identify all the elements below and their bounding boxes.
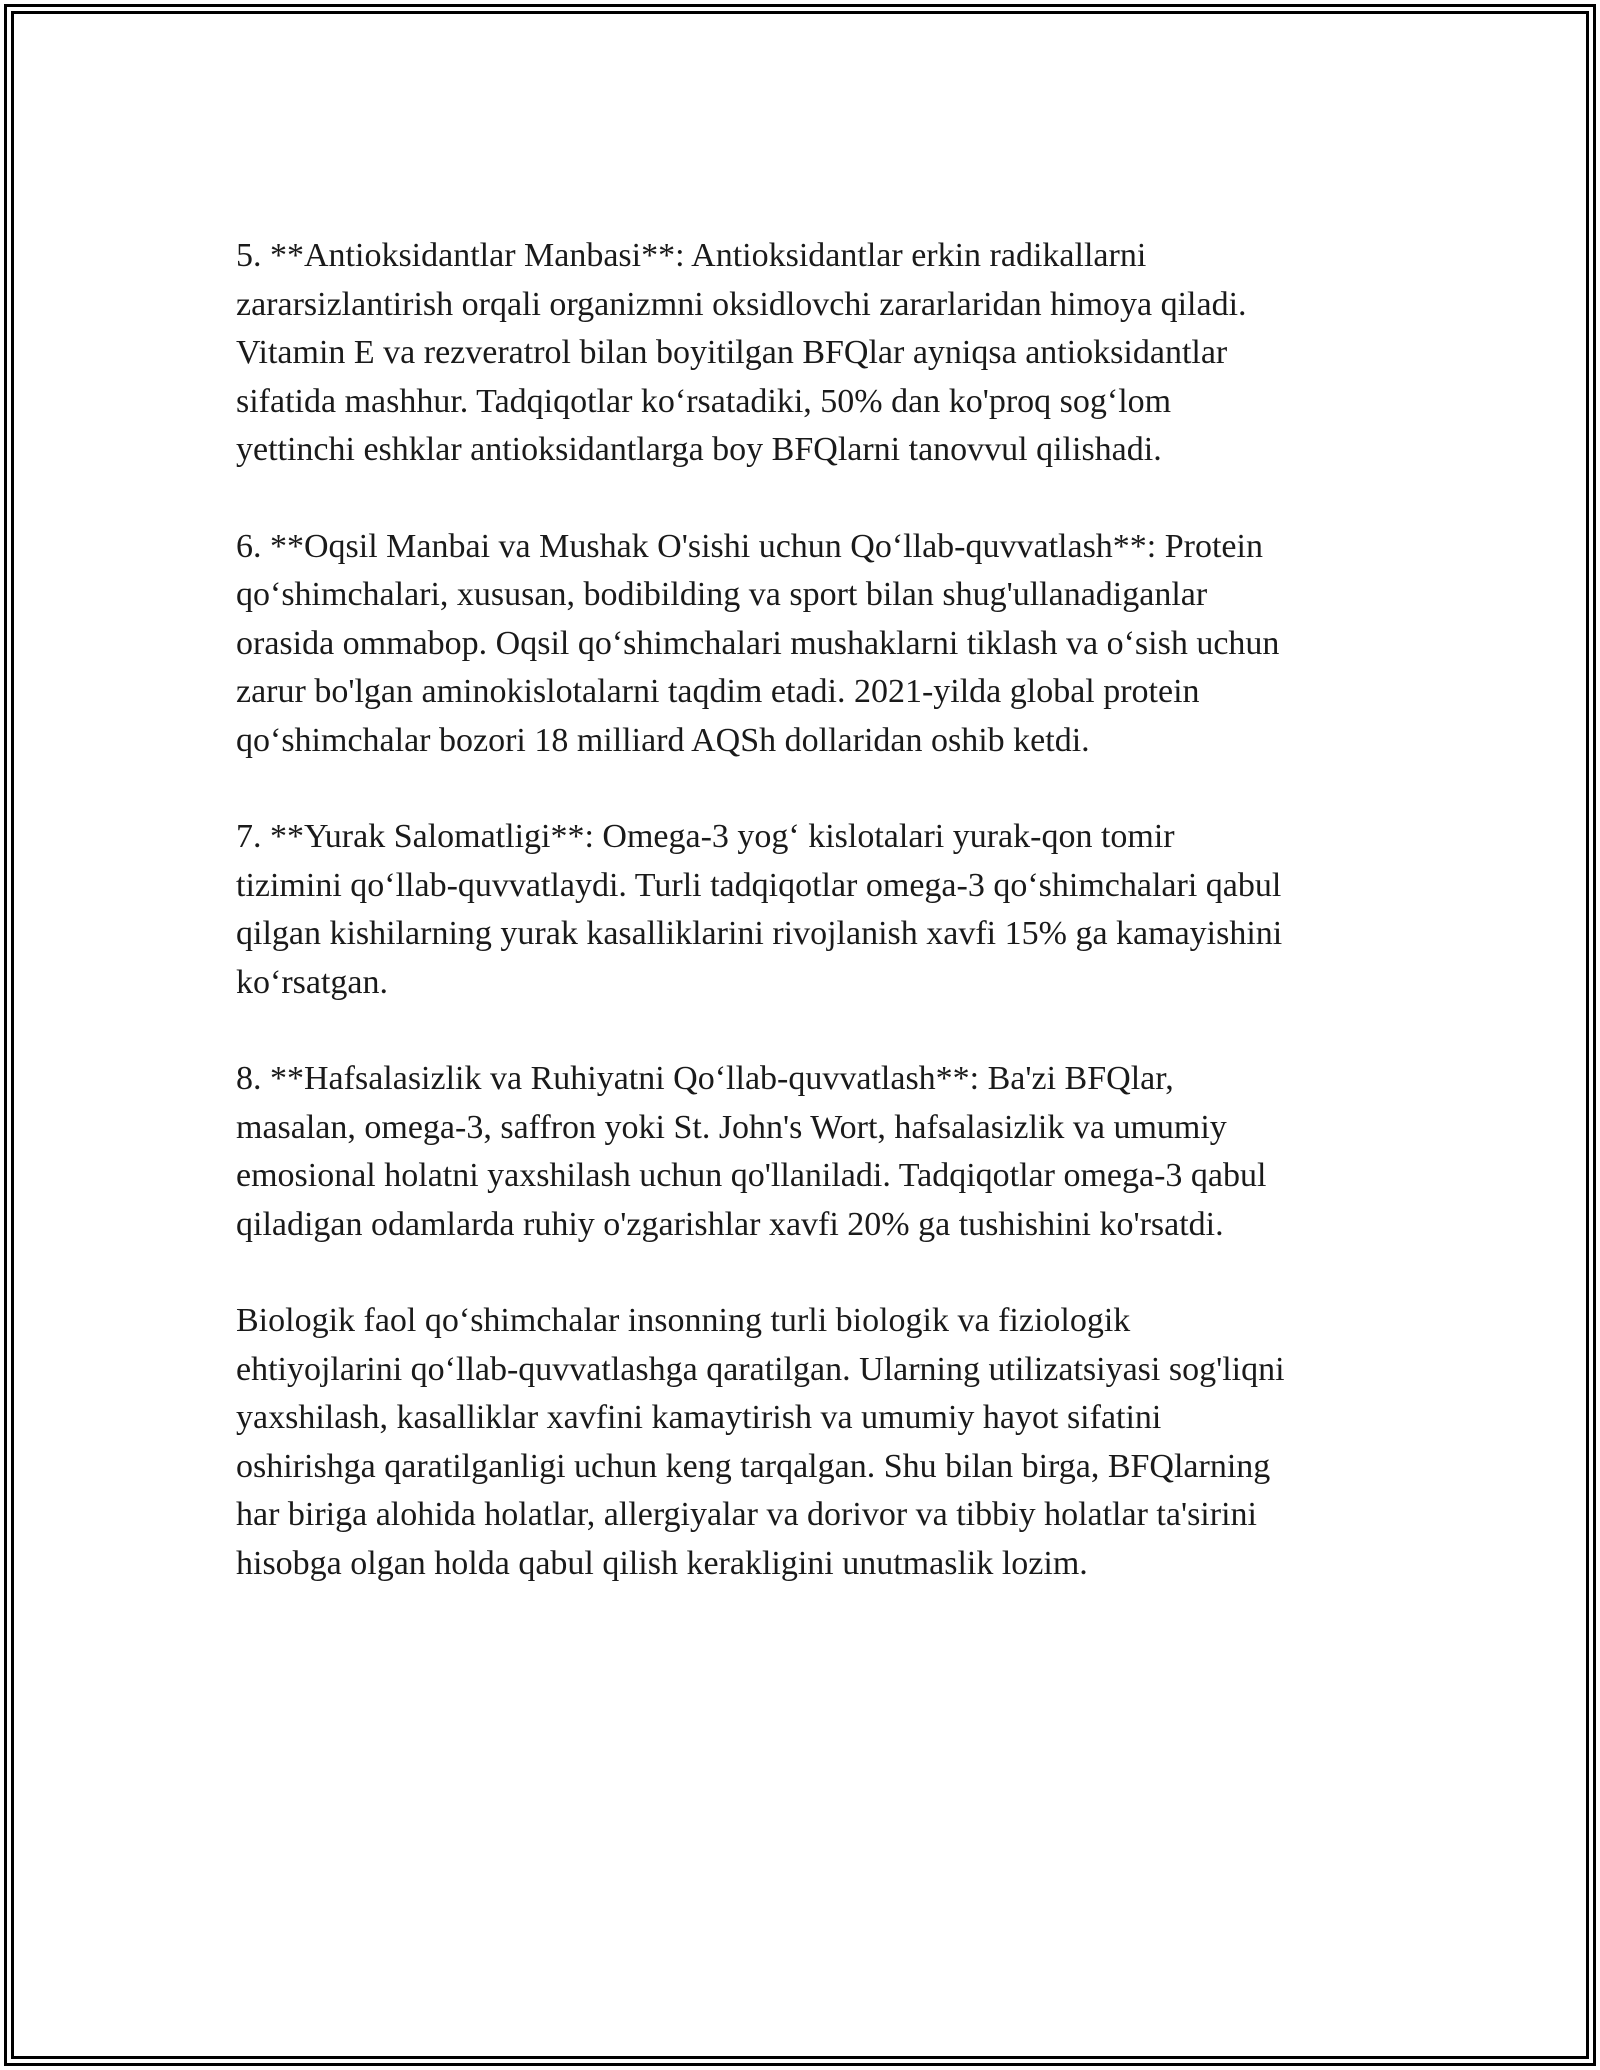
paragraph-conclusion: Biologik faol qo‘shimchalar insonning turli biologik va fiziologik ehtiyojlarini qo‘llab-quvvatlashga qaratilgan. Ularning utilizatsiyasi sog'liqni yaxshilash, kasalliklar xavfini kamaytirish va umumiy hayot sifatini oshirishga qaratilganligi uchun keng tarqalgan. Shu bilan birga, BFQlarning har biriga alohida holatlar, allergiyalar va dorivor va tibbiy holatlar ta'sirini hisobga olgan holda qabul qilish kerakligini unutmaslik lozim. — [236, 1302, 1285, 1582]
paragraph-antioxidants: 5. **Antioksidantlar Manbasi**: Antioksidantlar erkin radikallarni zararsizlantirish orqali organizmni oksidlovchi zararlaridan himoya qiladi. Vitamin E va rezveratrol bilan boyitilgan BFQlar ayniqsa antioksidantlar sifatida mashhur. Tadqiqotlar ko‘rsatadiki, 50% dan ko'proq sog‘lom yettinchi eshklar antioksidantlarga boy BFQlarni tanovvul qilishadi. — [236, 237, 1247, 468]
paragraph-heart-health: 7. **Yurak Salomatligi**: Omega-3 yog‘ kislotalari yurak-qon tomir tizimini qo‘llab-quvvatlaydi. Turli tadqiqotlar omega-3 qo‘shimchalari qabul qilgan kishilarning yurak kasalliklarini rivojlanish xavfi 15% ga kamayishini ko‘rsatgan. — [236, 818, 1283, 1001]
paragraph-protein: 6. **Oqsil Manbai va Mushak O'sishi uchun Qo‘llab-quvvatlash**: Protein qo‘shimchalari, xususan, bodibilding va sport bilan shug'ullanadiganlar orasida ommabop. Oqsil qo‘shimchalari mushaklarni tiklash va o‘sish uchun zarur bo'lgan aminokislotalarni taqdim etadi. 2021-yilda global protein qo‘shimchalar bozori 18 milliard AQSh dollaridan oshib ketdi. — [236, 527, 1280, 759]
paragraph-mood-support: 8. **Hafsalasizlik va Ruhiyatni Qo‘llab-quvvatlash**: Ba'zi BFQlar, masalan, omega-3, saffron yoki St. John's Wort, hafsalasizlik va umumiy emosional holatni yaxshilash uchun qo'llaniladi. Tadqiqotlar omega-3 qabul qiladigan odamlarda ruhiy o'zgarishlar xavfi 20% ga tushishini ko'rsatdi. — [236, 1060, 1267, 1243]
document-body — [236, 232, 1386, 1636]
